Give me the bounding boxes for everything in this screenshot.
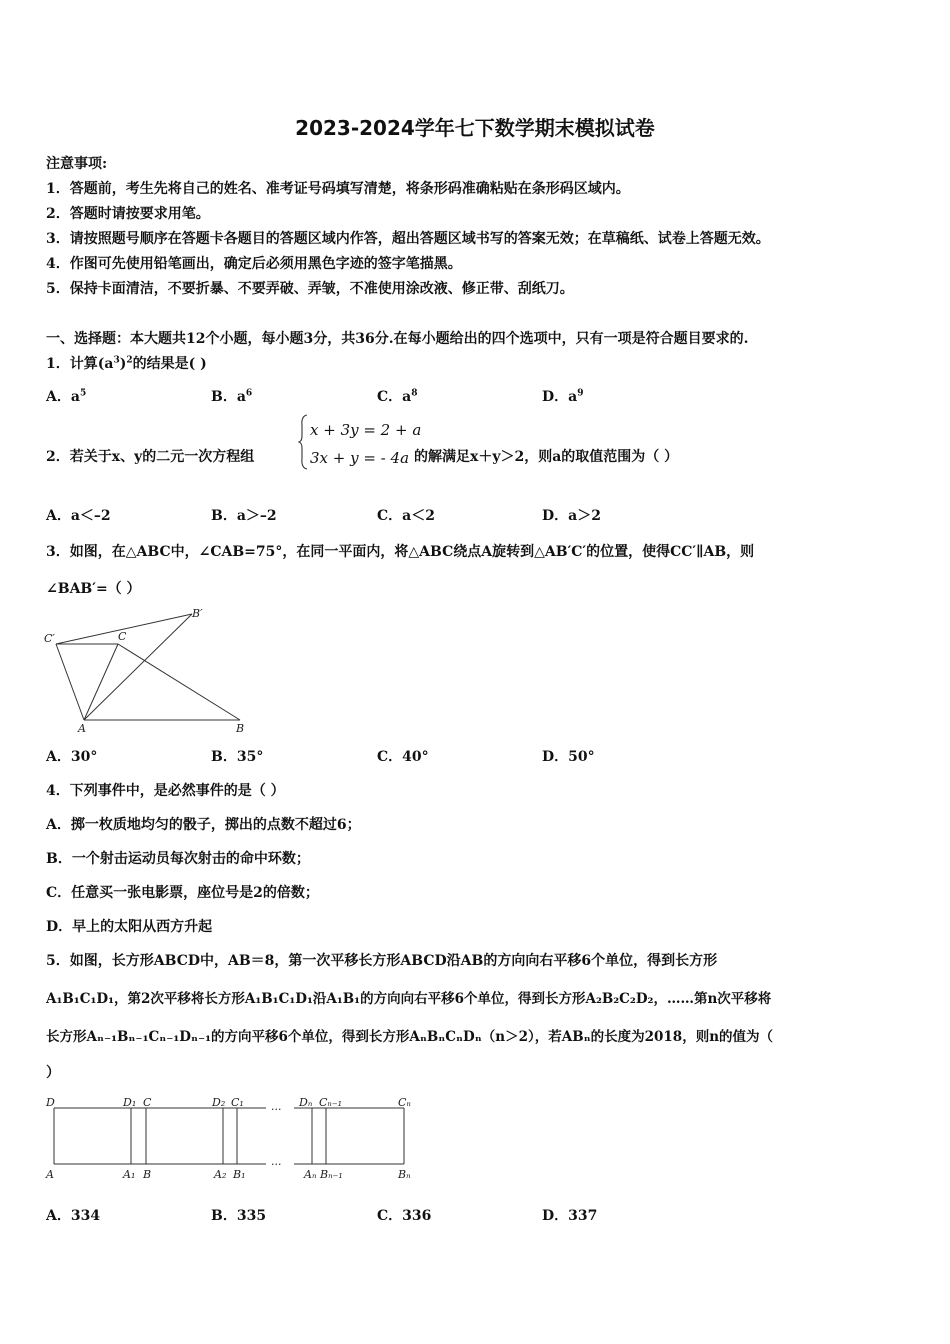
q1-option-c: C．$a^8$ bbox=[377, 388, 418, 405]
label-b: B bbox=[143, 1168, 152, 1181]
label-c1: C₁ bbox=[231, 1096, 244, 1109]
rotation-figure bbox=[40, 604, 260, 736]
notice-item: 5．保持卡面清洁，不要折暴、不要弄破、弄皱，不准使用涂改液、修正带、刮纸刀。 bbox=[46, 281, 574, 297]
q4-option-c: C．任意买一张电影票，座位号是2的倍数； bbox=[46, 885, 319, 901]
question-4-stem: 4．下列事件中，是必然事件的是（ ） bbox=[46, 783, 285, 799]
label-a1: A₁ bbox=[123, 1168, 136, 1181]
segment-ac bbox=[84, 644, 118, 720]
notice-item: 4．作图可先使用铅笔画出，确定后必须用黑色字迹的签字笔描黑。 bbox=[46, 256, 462, 272]
label-d2: D₂ bbox=[212, 1096, 226, 1109]
segment-ac-prime bbox=[56, 644, 84, 720]
question-5-line1: 5．如图，长方形ABCD中，AB＝8，第一次平移长方形ABCD沿AB的方向向右平移6个单位，得到长方形 bbox=[46, 953, 718, 969]
q2-option-d: D．a＞2 bbox=[542, 508, 601, 524]
q2-option-c: C．a＜2 bbox=[377, 508, 435, 524]
question-5-line3: 长方形Aₙ₋₁Bₙ₋₁Cₙ₋₁Dₙ₋₁的方向平移6个单位，得到长方形AₙBₙCₙDₙ（n＞2），若ABₙ的长度为2018，则n的值为（ bbox=[46, 1029, 774, 1045]
q5-option-d: D．337 bbox=[542, 1208, 598, 1224]
q1-option-a: A．$a^5$ bbox=[46, 388, 87, 405]
label-a2: A₂ bbox=[214, 1168, 227, 1181]
label-d: D bbox=[46, 1096, 55, 1109]
notice-item: 3．请按照题号顺序在答题卡各题目的答题区域内作答，超出答题区域书写的答案无效；在草稿纸、试卷上答题无效。 bbox=[46, 231, 770, 247]
label-d1: D₁ bbox=[123, 1096, 137, 1109]
question-5-line2: A₁B₁C₁D₁，第2次平移将长方形A₁B₁C₁D₁沿A₁B₁的方向向右平移6个单位，得到长方形A₂B₂C₂D₂，……第n次平移将 bbox=[46, 991, 772, 1007]
question-2-pre: 2．若关于x、y的二元一次方程组 bbox=[46, 449, 255, 465]
label-an: Aₙ bbox=[304, 1168, 317, 1181]
q5-option-b: B．335 bbox=[211, 1208, 267, 1224]
label-a: A bbox=[78, 722, 86, 735]
dots-top: ··· bbox=[271, 1103, 282, 1116]
label-c-prime: C′ bbox=[44, 632, 55, 645]
question-3-line1: 3．如图，在△ABC中，∠CAB=75°，在同一平面内，将△ABC绕点A旋转到△AB′C′的位置，使得CC′∥AB，则 bbox=[46, 544, 755, 560]
segment-bc bbox=[118, 644, 240, 720]
q2-option-b: B．a＞–2 bbox=[211, 508, 277, 524]
label-bn: Bₙ bbox=[398, 1168, 411, 1181]
question-2-post: 的解满足x＋y＞2，则a的取值范围为（ ） bbox=[414, 449, 679, 465]
q3-option-a: A．30° bbox=[46, 749, 98, 765]
notice-item: 2．答题时请按要求用笔。 bbox=[46, 206, 210, 222]
label-dn: Dₙ bbox=[299, 1096, 313, 1109]
question-1-stem: 1．计算$(a^3)^2$的结果是( ) bbox=[46, 355, 207, 372]
segment-ab-prime bbox=[84, 614, 192, 720]
label-cn: Cₙ bbox=[398, 1096, 411, 1109]
q4-option-d: D．早上的太阳从西方升起 bbox=[46, 919, 213, 935]
notice-item: 1．答题前，考生先将自己的姓名、准考证号码填写清楚，将条形码准确粘贴在条形码区域内。 bbox=[46, 181, 630, 197]
q1-option-d: D．$a^9$ bbox=[542, 388, 584, 405]
brace-icon bbox=[298, 414, 308, 470]
page-title: 2023-2024学年七下数学期末模拟试卷 bbox=[295, 116, 655, 140]
q3-option-b: B．35° bbox=[211, 749, 264, 765]
label-b1: B₁ bbox=[233, 1168, 246, 1181]
dots-bottom: ··· bbox=[271, 1158, 282, 1171]
label-c: C bbox=[118, 630, 127, 643]
label-a: A bbox=[46, 1168, 54, 1181]
q5-option-a: A．334 bbox=[46, 1208, 101, 1224]
label-cn1: Cₙ₋₁ bbox=[319, 1096, 343, 1109]
equation-2: 3x + y = - 4a bbox=[310, 449, 410, 467]
label-bn1: Bₙ₋₁ bbox=[320, 1168, 343, 1181]
q4-option-b: B．一个射击运动员每次射击的命中环数； bbox=[46, 851, 310, 867]
label-b: B bbox=[236, 722, 245, 735]
q3-option-c: C．40° bbox=[377, 749, 429, 765]
label-b-prime: B′ bbox=[192, 607, 203, 620]
q4-option-a: A．掷一枚质地均匀的骰子，掷出的点数不超过6； bbox=[46, 817, 361, 833]
q5-option-c: C．336 bbox=[377, 1208, 432, 1224]
label-c: C bbox=[143, 1096, 152, 1109]
q2-option-a: A．a＜–2 bbox=[46, 508, 111, 524]
notice-heading: 注意事项: bbox=[46, 156, 108, 172]
translation-figure bbox=[40, 1092, 420, 1188]
q3-option-d: D．50° bbox=[542, 749, 595, 765]
question-3-line2: ∠BAB′=（ ） bbox=[46, 581, 141, 597]
equation-1: x + 3y = 2 + a bbox=[310, 421, 422, 439]
question-5-line4: ） bbox=[46, 1065, 60, 1081]
section-heading: 一、选择题：本大题共12个小题，每小题3分，共36分.在每小题给出的四个选项中，只有一项是符合题目要求的. bbox=[46, 331, 749, 347]
q1-option-b: B．$a^6$ bbox=[211, 388, 253, 405]
